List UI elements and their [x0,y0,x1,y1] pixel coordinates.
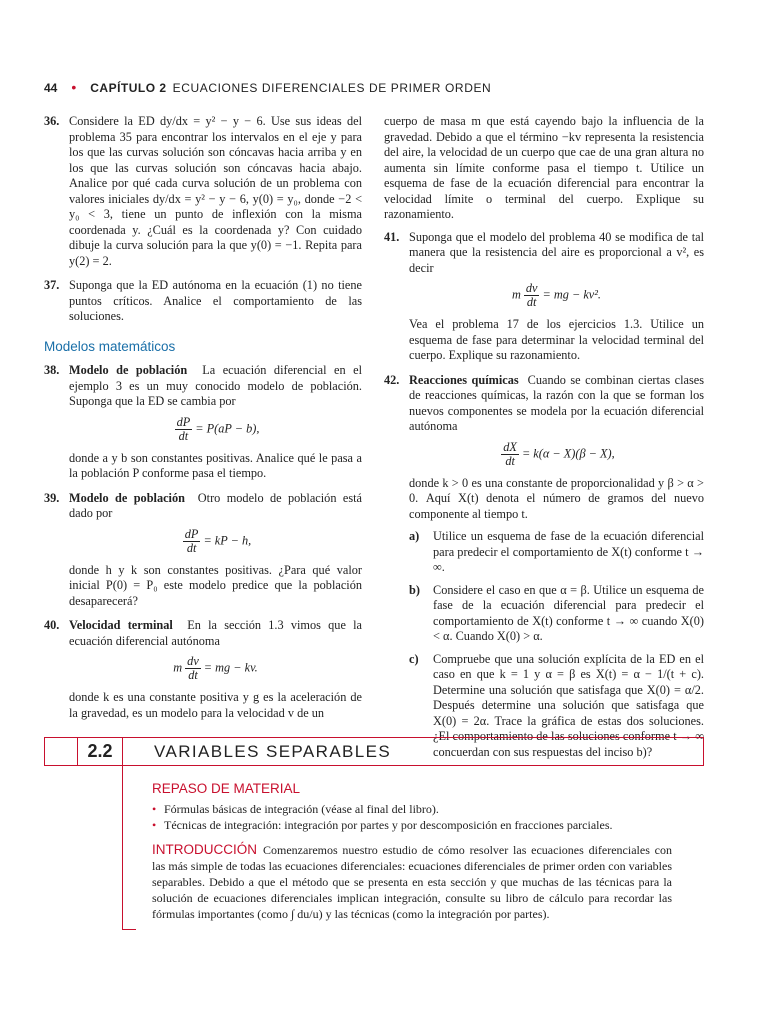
review-box [152,781,672,833]
review-item-text: Técnicas de integración: integración por partes y por descomposición en fracciones parciales. [164,818,613,832]
section-margin-tick [122,929,136,930]
chapter-label: CAPÍTULO 2 [90,81,167,95]
problem-text-after: Vea el problema 17 de los ejercicios 1.3. Utilice un esquema de fase para determinar la velocidad terminal del cuerpo. Explique su razonamiento. [409,317,704,362]
problem-37 [44,278,362,325]
problem-text-after: donde k > 0 es una constante de proporcionalidad y β > α > 0. Aquí X(t) denota el número de gramos del nuevo componente al tiempo t. [409,475,704,521]
problem-number: 40. [44,618,60,632]
chapter-title: ECUACIONES DIFERENCIALES DE PRIMER ORDEN [172,81,492,95]
section-title: VARIABLES SEPARABLES [154,742,392,761]
subpart-text: Utilice un esquema de fase de la ecuación diferencial para predecir el comportamiento de X(t) conforme t → ∞. [433,529,704,574]
problem-number: 41. [384,229,400,244]
fraction-numerator: dP [176,414,191,429]
problem-39 [44,491,362,610]
equation [69,528,362,555]
equation [69,416,362,443]
problem-36 [44,114,362,269]
problem-title: Reacciones químicas [409,372,519,387]
equation [409,441,704,468]
problem-42 [384,373,704,761]
bullet-icon: • [152,802,157,816]
problem-text: Otro modelo de población está dado por [69,490,362,520]
fraction-numerator: dv [187,654,199,668]
equation [69,655,362,682]
fraction [524,282,540,309]
problem-text: Suponga que la ED autónoma en la ecuación (1) no tiene puntos críticos. Analice el comportamiento de las soluciones. [69,278,362,323]
problem-number: 42. [384,372,400,387]
fraction-denominator: dt [505,453,515,468]
running-header [44,79,491,95]
problem-text-after: donde a y b son constantes positivas. Analice qué le pasa a la población P conforme pasa el tiempo. [69,450,362,480]
equation [409,282,704,309]
models-heading: Modelos matemáticos [44,338,176,354]
intro-label: INTRODUCCIÓN [152,842,257,857]
equation-rhs: = mg − kv². [542,287,602,302]
equation-rhs: = mg − kv. [203,660,258,675]
subpart-a [409,529,704,576]
problem-text-after: donde h y k son constantes positivas. ¿Para qué valor inicial P(0) = P₀ este modelo predice que la población desaparecerá? [69,562,362,608]
review-title: REPASO DE MATERIAL [152,781,301,796]
problem-text: La ecuación diferencial en el ejemplo 3 es un muy conocido modelo de población. Suponga que la ED se cambia por [69,363,362,408]
fraction [501,441,519,468]
fraction-denominator: dt [186,540,197,555]
equation-lhs: m [173,660,183,675]
problem-38 [44,363,362,482]
introduction [152,842,672,922]
fraction-numerator: dP [184,526,199,541]
problem-text: Considere la ED dy/dx = y² − y − 6. Use sus ideas del problema 35 para encontrar los intervalos en el eje y para los que las curvas solución son cóncavas hacia arriba y en los que las curvas solución son cóncavas hacia abajo. Analice por qué cada curva solución de un problema con valores iniciales dy/dx = y² − y − 6, y(0) = y₀, donde −2 < y₀ < 3, tiene un punto de inflexión con la misma coordenada y. ¿Cuál es la coordenada y? Con cuidado dibuje la curva solución para la que y(0) = −1. Repita para y(2) = 2. [69,114,362,268]
right-column [384,114,704,769]
problem-title: Modelo de población [69,490,185,505]
equation-lhs: m [511,287,521,302]
fraction [183,528,201,555]
problem-text: En la sección 1.3 vimos que la ecuación diferencial autónoma [69,618,362,648]
review-item [152,817,672,833]
problem-text-after: donde k es una constante positiva y g es la aceleración de la gravedad, es un modelo para la velocidad v de un [69,690,362,720]
problem-number: 36. [44,114,60,128]
problem-title: Velocidad terminal [69,618,173,632]
problem-text: Suponga que el modelo del problema 40 se modifica de tal manera que la resistencia del aire es proporcional a v², es decir [409,229,704,275]
problem-40 [44,618,362,721]
review-item-text: Fórmulas básicas de integración (véase al final del libro). [164,802,439,816]
subpart-text: Compruebe que una solución explícita de la ED en el caso en que k = 1 y α = β es X(t) = α − 1/(t + c). Determine una solución que satisfaga que X(0) = α/2. Después determine una solución que satisfaga que X(0) = 2α. Trace la gráfica de estas dos soluciones. ¿El comportamiento de las soluciones conforme t → ∞ concuerdan con sus respuestas del inciso b)? [433,651,704,759]
equation-rhs: = P(aP − b), [195,420,260,435]
fraction-denominator: dt [178,428,189,443]
problem-number: 38. [44,363,60,377]
page-number: 44 [44,81,58,95]
intro-text: Comenzaremos nuestro estudio de cómo resolver las ecuaciones diferenciales con las más simple de todas las ecuaciones diferenciales: ecuaciones diferenciales de primer orden con variables separables. Debido a que el método que se presenta en esta sección y que muchas de las técnicas para la solución de ecuaciones diferenciales implican integración, consulte su libro de cálculo para recordar las fórmulas importantes (como ∫ du/u) y las técnicas (como la integración por partes). [152,843,672,921]
fraction-denominator: dt [188,668,198,682]
subpart-text: Considere el caso en que α = β. Utilice un esquema de fase de la ecuación diferencial para predecir el comportamiento de X(t) conforme t → ∞ cuando X(0) < α. Cuando X(0) > α. [433,582,704,643]
left-column [44,114,362,730]
problem-number: 39. [44,490,60,505]
fraction-numerator: dv [525,281,538,295]
problem-number: 37. [44,278,60,292]
review-item [152,801,672,817]
subpart-label: c) [409,651,419,666]
section-margin-rule [122,765,123,930]
problem-41 [384,230,704,364]
problem-text: Cuando se combinan ciertas clases de reacciones químicas, la razón con la que se forman los nuevos componentes se modela por la ecuación diferencial autónoma [409,372,705,433]
fraction-numerator: dX [503,439,517,454]
fraction-denominator: dt [526,295,537,309]
section-number: 2.2 [77,737,123,766]
subpart-label: b) [409,582,420,597]
subpart-b [409,583,704,645]
header-bullet: • [71,79,77,95]
subpart-label: a) [409,529,420,543]
problem-title: Modelo de población [69,363,188,377]
fraction [185,655,201,682]
fraction [175,416,193,443]
equation-rhs: = kP − h, [203,532,252,547]
bullet-icon: • [152,818,157,832]
equation-rhs: = k(α − X)(β − X), [521,445,615,460]
problem-40-continued: cuerpo de masa m que está cayendo bajo la influencia de la gravedad. Debido a que el término −kv representa la resistencia del aire, la velocidad de un cuerpo que cae de una gran altura no aumenta sin límite conforme pasa el tiempo t. Utilice un esquema de fase de la ecuación diferencial para encontrar la velocidad límite o terminal del cuerpo. Explique su razonamiento. [384,114,704,221]
